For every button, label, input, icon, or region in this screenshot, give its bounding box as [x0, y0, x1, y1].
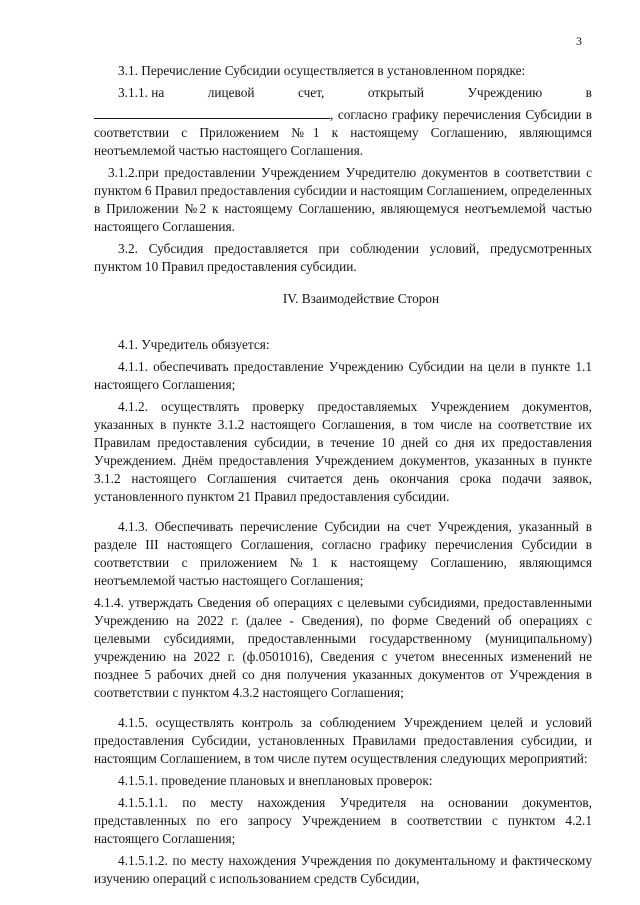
account-blank-line: [94, 106, 330, 119]
paragraph-4-1-3: 4.1.3. Обеспечивать перечисление Субсидии на счет Учреждения, указанный в разделе III настоящего Соглашения, согласно графику перечисления Субсидии в соответствии с приложением №1 к настоящему Соглашению, являющимся неотъемлемой частью настоящего Соглашения;: [94, 519, 592, 588]
word: Учреждению: [467, 85, 543, 100]
paragraph-3-1-1-text: , согласно графику перечисления Субсидии в соответствии с Приложением №1 к настоящему Соглашению, являющимся неотъемлемой частью настоящего Соглашения.: [94, 107, 592, 158]
paragraph-4-1-1: 4.1.1. обеспечивать предоставление Учреждению Субсидии на цели в пункте 1.1 настоящего Соглашения;: [94, 359, 592, 392]
paragraph-3-2: 3.2. Субсидия предоставляется при соблюдении условий, предусмотренных пунктом 10 Правил предоставления субсидии.: [94, 241, 592, 274]
page-number: 3: [576, 34, 582, 48]
word: лицевой: [207, 85, 255, 100]
word: 3.1.1. на: [118, 85, 165, 100]
word: открытый: [367, 85, 425, 100]
paragraph-3-1-2: 3.1.2.при предоставлении Учреждением Учредителю документов в соответствии с пунктом 6 Правил предоставления субсидии и настоящим Соглашением, определенных в Приложении №2 к настоящему Соглашению, являющемуся неотъемлемой частью настоящего Соглашения.: [94, 165, 592, 234]
paragraph-4-1-5-1-1: 4.1.5.1.1. по месту нахождения Учредителя на основании документов, представленных по его запросу Учреждением в соответствии с пунктом 4.2.1 настоящего Соглашения;: [94, 795, 592, 846]
section-heading-4: IV. Взаимодействие Сторон: [282, 291, 440, 306]
word: в: [585, 85, 592, 100]
paragraph-3-1: 3.1. Перечисление Субсидии осуществляется в установленном порядке:: [118, 63, 526, 78]
paragraph-4-1-5-1-2: 4.1.5.1.2. по месту нахождения Учреждения по документальному и фактическому изучению операций с использованием средств Субсидии,: [94, 853, 592, 886]
paragraph-3-1-1-first-line: [94, 84, 592, 102]
paragraph-4-1: 4.1. Учредитель обязуется:: [118, 337, 270, 352]
paragraph-4-1-5-1: 4.1.5.1. проведение плановых и внеплановых проверок:: [118, 773, 433, 788]
paragraph-3-1-1-rest: [94, 106, 592, 160]
paragraph-4-1-2: 4.1.2. осуществлять проверку предоставляемых Учреждением документов, указанных в пункте 3.1.2 настоящего Соглашения, в том числе на соответствие их Правилам предоставления субсидии, в течение 10 дней со дня их предоставления Учреждением. Днём предоставления Учреждением документов, указанных в пункте 3.1.2 настоящего Соглашения считается день окончания срока подачи заявок, установленного пунктом 21 Правил предоставления субсидии.: [94, 399, 592, 504]
paragraph-4-1-4: 4.1.4. утверждать Сведения об операциях с целевыми субсидиями, предоставленными Учреждению на 2022 г. (далее - Сведения), по форме Сведений об операциях с целевыми субсидиями, предоставленными государственному (муниципальному) учреждению на 2022 г. (ф.0501016), Сведения с учетом внесенных изменений не позднее 5 рабочих дней со дня получения указанных документов от Учреждения в соответствии с пунктом 4.3.2 настоящего Соглашения;: [94, 595, 592, 700]
word: счет,: [297, 85, 325, 100]
document-body: [94, 62, 592, 892]
paragraph-4-1-5: 4.1.5. осуществлять контроль за соблюдением Учреждением целей и условий предоставления Субсидии, установленных Правилами предоставления субсидии, и настоящим Соглашением, в том числе путем осуществления следующих мероприятий:: [94, 715, 592, 766]
